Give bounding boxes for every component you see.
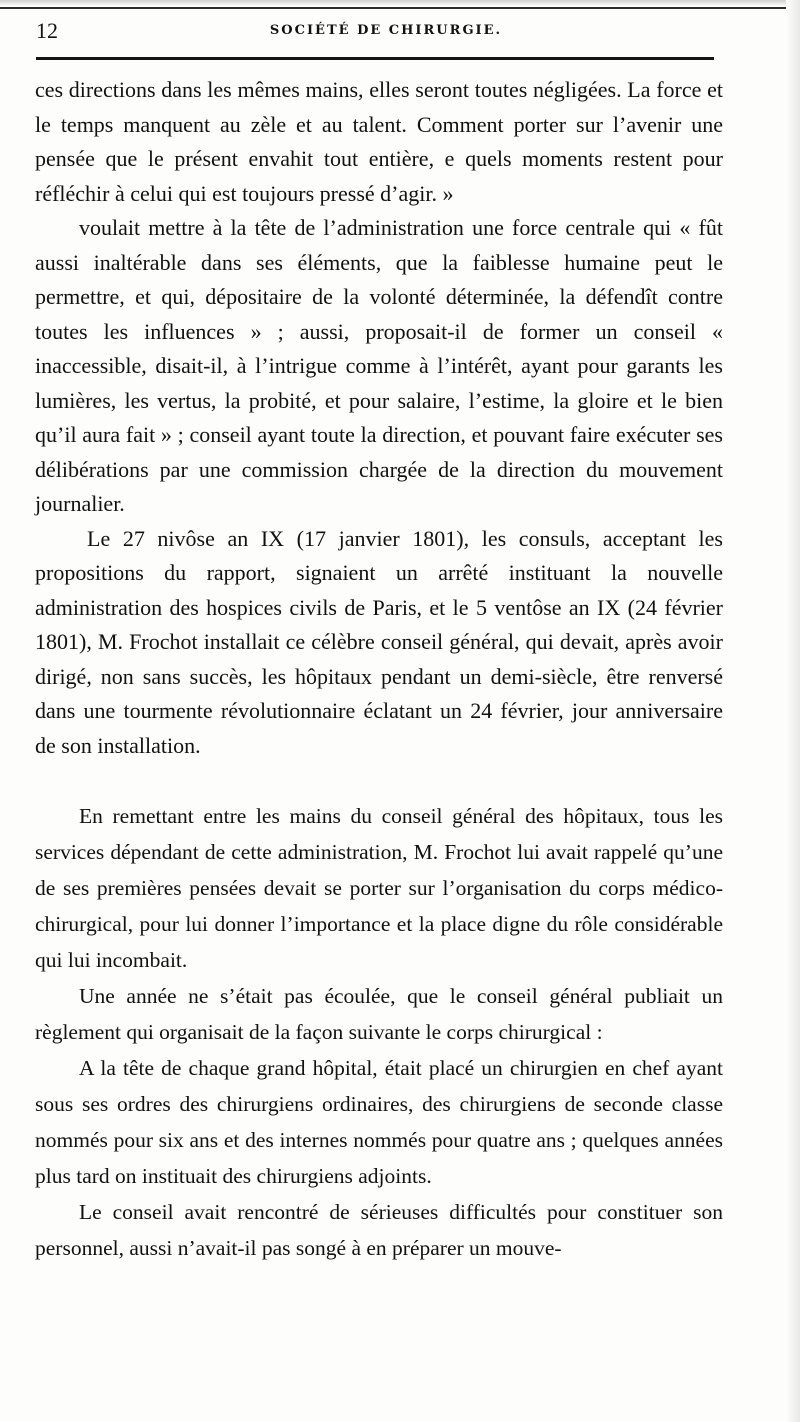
paragraph-personnel: Le conseil avait rencontré de sérieuses difficultés pour constituer son personnel, aussi n’avait-il pas songé à en préparer un mouve- [35,1200,723,1260]
page-header [36,18,736,44]
paragraph-hierarchy: A la tête de chaque grand hôpital, était placé un chirurgien en chef ayant sous ses ordres des chirurgiens ordinaires, des chirurgiens de seconde classe nommés pour six ans et des internes nommés pour quatre ans ; quelques années plus tard on instituait des chirurgiens adjoints. [35,1056,723,1188]
header-rule [36,57,714,60]
paragraph-frochot: En remettant entre les mains du conseil général des hôpitaux, tous les services dépendant de cette administration, M. Frochot lui avait rappelé qu’une de ses premières pensées devait se porter sur l’organisation du corps médico-chirurgical, pour lui donner l’importance et la place digne du rôle considérable qui lui incombait. [35,804,723,972]
section-gap [35,763,723,798]
paragraph-reglement: Une année ne s’était pas écoulée, que le conseil général publiait un règlement qui organisait de la façon suivante le corps chirurgical : [35,984,723,1044]
paragraph-central-force: voulait mettre à la tête de l’administration une force centrale qui « fût aussi inaltérable dans ses éléments, que la faiblesse humaine peut le permettre, et qui, dépositaire de la volonté déterminée, la défendît contre toutes les influences » ; aussi, proposait-il de former un conseil « inaccessible, disait-il, à l’intrigue comme à l’intérêt, ayant pour garants les lumières, les vertus, la probité, et pour salaire, l’estime, la gloire et le bien qu’il aura fait » ; conseil ayant toute la direction, et pouvant faire exécuter ses délibérations par une commission chargée de la direction du mouvement journalier. [35,215,723,516]
section-second-block [35,798,723,1266]
paragraph-quote-end: ces directions dans les mêmes mains, elles seront toutes négligées. La force et le temps manquent au zèle et au talent. Comment porter sur l’avenir une pensée que le présent envahit tout entière, e quels moments restent pour réfléchir à celui qui est toujours pressé d’agir. » [35,77,723,206]
page-number: 12 [36,18,58,43]
top-border-line [0,7,800,9]
body-text [35,73,723,1266]
running-title: SOCIÉTÉ DE CHIRURGIE. [269,23,503,38]
paragraph-nivose-decree: Le 27 nivôse an IX (17 janvier 1801), les consuls, acceptant les propositions du rapport, signaient un arrêté instituant la nouvelle administration des hospices civils de Paris, et le 5 ventôse an IX (24 février 1801), M. Frochot installait ce célèbre conseil général, qui devait, après avoir dirigé, non sans succès, les hôpitaux pendant un demi-siècle, être renversé dans une tourmente révolutionnaire éclatant un 24 février, jour anniversaire de son installation. [35,525,723,758]
page-right-edge [786,0,800,1422]
page-top-edge [0,0,800,6]
